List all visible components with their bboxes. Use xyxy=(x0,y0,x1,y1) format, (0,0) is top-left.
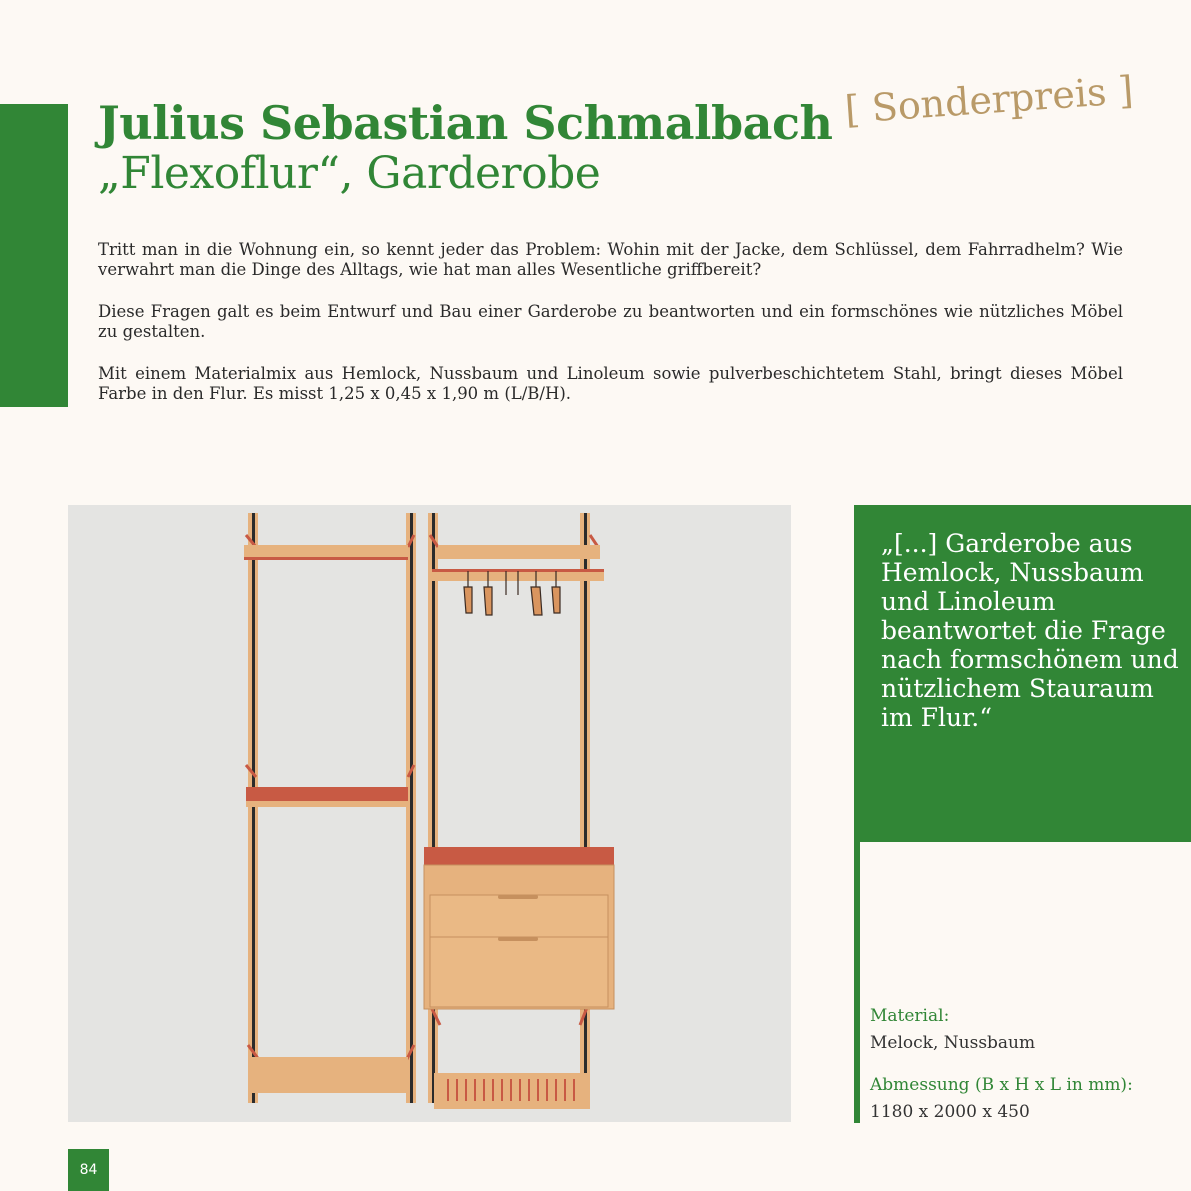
top-shelf-right xyxy=(438,545,600,559)
product-photo xyxy=(68,505,791,1122)
award-bracket-close: ] xyxy=(1116,67,1135,113)
left-upright-2-rail xyxy=(410,513,413,1103)
material-value: Melock, Nussbaum xyxy=(870,1033,1036,1053)
middle-shelf-edge xyxy=(246,801,408,807)
shoe-rack-slats xyxy=(448,1079,574,1101)
description xyxy=(98,240,1123,426)
left-upright-1-rail xyxy=(252,513,255,1103)
work-title: „Flexoflur“, Garderobe xyxy=(98,148,601,199)
drawer-2-handle xyxy=(498,937,538,941)
drawer-2 xyxy=(430,937,608,1007)
left-accent-bar xyxy=(0,104,68,407)
dimension-label: Abmessung (B x H x L in mm): xyxy=(870,1075,1133,1095)
drawer-1 xyxy=(430,895,608,937)
top-shelf-left xyxy=(244,545,408,559)
wardrobe-illustration xyxy=(68,505,791,1122)
paragraph-1: Tritt man in die Wohnung ein, so kennt jeder das Problem: Wohin mit der Jacke, dem Schlüssel, dem Fahrradhelm? Wie verwahrt man die Dinge des Alltags, wie hat man alles Wesentliche griffbereit? xyxy=(98,240,1123,279)
meta-side-rule xyxy=(854,842,860,1123)
material-label: Material: xyxy=(870,1006,950,1026)
cabinet-top-linoleum xyxy=(424,847,614,867)
quote-box xyxy=(854,505,1191,842)
drawer-1-handle xyxy=(498,895,538,899)
dimension-value: 1180 x 2000 x 450 xyxy=(870,1102,1030,1122)
top-shelf-left-edge xyxy=(244,557,408,560)
bottom-shelf-left xyxy=(250,1057,408,1093)
paragraph-3: Mit einem Materialmix aus Hemlock, Nussbaum und Linoleum sowie pulverbeschichtetem Stahl, bringt dieses Möbel Farbe in den Flur. Es misst 1,25 x 0,45 x 1,90 m (L/B/H). xyxy=(98,364,1123,403)
paragraph-2: Diese Fragen galt es beim Entwurf und Bau einer Garderobe zu beantworten und ein formschönes wie nützliches Möbel zu gestalten. xyxy=(98,302,1123,341)
award-text: Sonderpreis xyxy=(870,69,1108,131)
author-name: Julius Sebastian Schmalbach xyxy=(98,96,833,150)
award-bracket-open: [ xyxy=(843,87,862,132)
page-number: 84 xyxy=(68,1149,109,1191)
award-label xyxy=(843,68,1134,132)
jury-quote: „[...] Garderobe aus Hemlock, Nussbaum und Linoleum beantwortet die Frage nach formschönem und nützlichem Stauraum im Flur.“ xyxy=(881,529,1179,732)
product-meta xyxy=(870,1005,1180,1143)
